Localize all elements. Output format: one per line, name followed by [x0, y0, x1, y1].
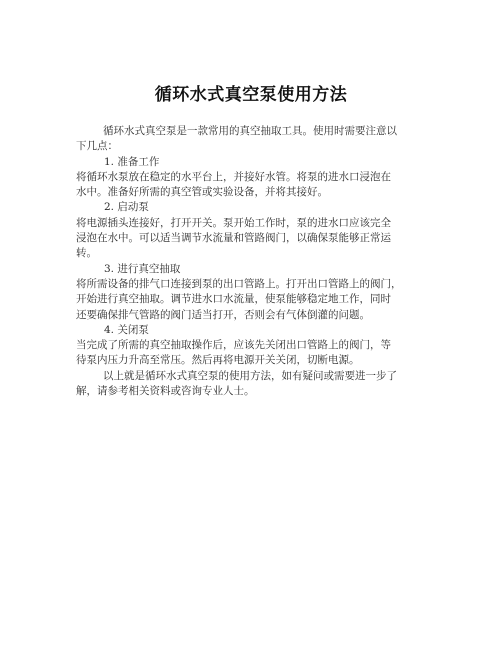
document-body	[76, 124, 446, 399]
step-1-line-2: 水中。准备好所需的真空管或实验设备，并将其接好。	[76, 186, 328, 199]
step-2-line-3: 转。	[76, 247, 97, 260]
conclusion-line-2: 解，请参考相关资料或咨询专业人士。	[76, 385, 255, 398]
step-3-line-2: 开始进行真空抽取。调节进水口水流量，使泵能够稳定地工作，同时	[76, 293, 391, 306]
step-3-heading: 3. 进行真空抽取	[104, 262, 181, 275]
intro-line-1: 循环水式真空泵是一款常用的真空抽取工具。使用时需要注意以	[103, 125, 397, 137]
document-title: 循环水式真空泵使用方法	[154, 85, 348, 105]
step-2-heading: 2. 启动泵	[104, 201, 149, 214]
step-2-line-1: 将电源插头连接好，打开开关。泵开始工作时，泵的进水口应该完全	[76, 216, 391, 229]
step-4-line-1: 当完成了所需的真空抽取操作后，应该先关闭出口管路上的阀门，等	[76, 339, 391, 352]
step-1-heading: 1. 准备工作	[104, 155, 160, 168]
step-2-line-2: 浸泡在水中。可以适当调节水流量和管路阀门，以确保泵能够正常运	[76, 232, 391, 245]
intro-line-2: 下几点：	[76, 140, 118, 153]
conclusion-line-1: 以上就是循环水式真空泵的使用方法，如有疑问或需要进一步了	[103, 369, 397, 382]
step-3-line-3: 还要确保排气管路的阀门适当打开，否则会有气体倒灌的问题。	[76, 308, 370, 321]
step-3-line-1: 将所需设备的排气口连接到泵的出口管路上。打开出口管路上的阀门，	[76, 277, 402, 290]
step-1-line-1: 将循环水泵放在稳定的水平台上，并接好水管。将泵的进水口浸泡在	[76, 170, 391, 183]
step-4-line-2: 待泵内压力升高至常压。然后再将电源开关关闭，切断电源。	[76, 354, 360, 367]
step-4-heading: 4. 关闭泵	[104, 323, 149, 336]
